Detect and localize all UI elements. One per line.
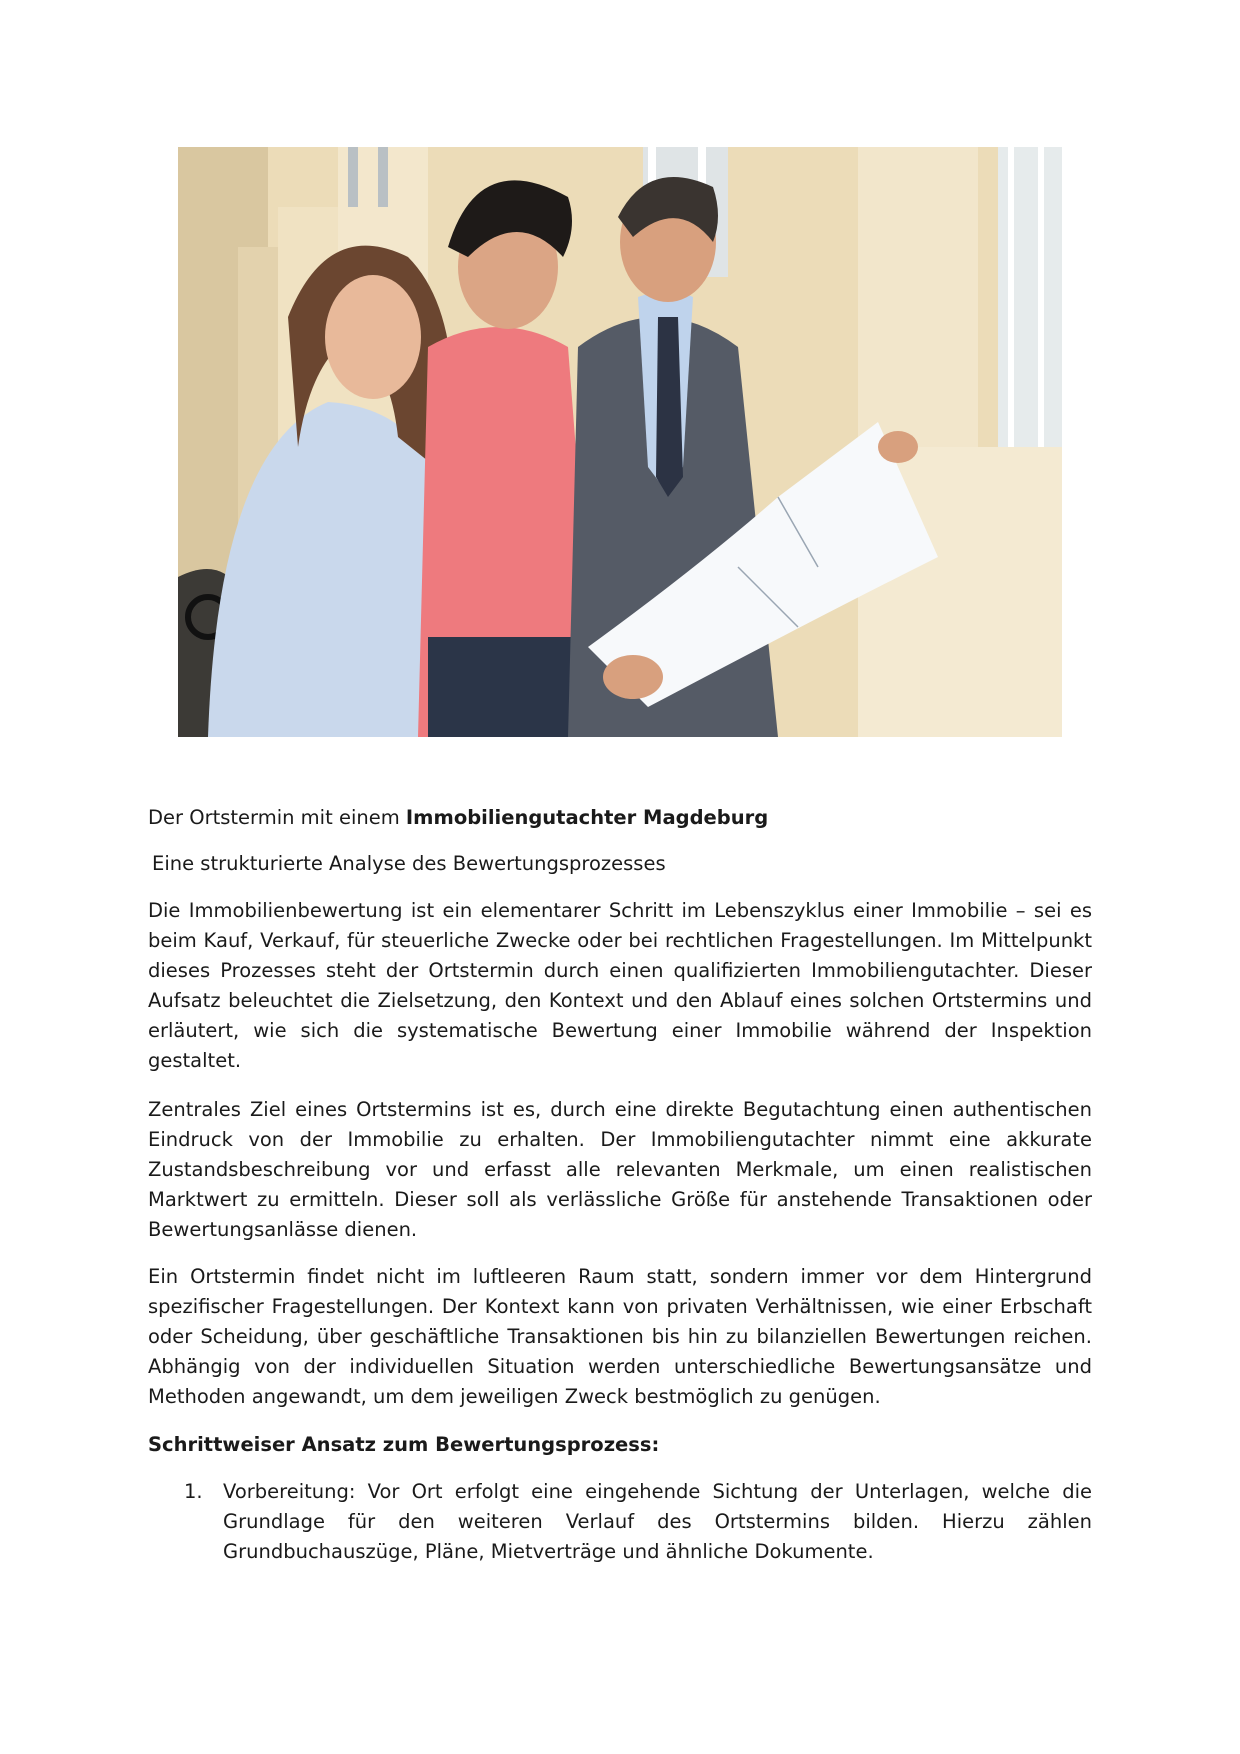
document-subtitle: Eine strukturierte Analyse des Bewertungsprozesses bbox=[152, 852, 666, 875]
paragraph-context: Ein Ortstermin findet nicht im luftleeren Raum statt, sondern immer vor dem Hintergrund spezifischer Fragestellungen. Der Kontext kann von privaten Verhältnissen, wie einer Erbschaft oder Scheidung, über geschäftliche Transaktionen bis hin zu bilanziellen Bewertungen reichen. Abhängig von der individuellen Situation werden unterschiedliche Bewertungsansätze und Methoden angewandt, um dem jeweiligen Zweck bestmöglich zu genügen. bbox=[148, 1265, 1092, 1408]
list-item-number: 1. bbox=[184, 1480, 203, 1503]
list-item bbox=[148, 1477, 1092, 1567]
title-prefix: Der Ortstermin mit einem bbox=[148, 806, 406, 829]
title-keyword: Immobiliengutachter Magdeburg bbox=[405, 806, 769, 829]
steps-list bbox=[148, 1477, 1092, 1567]
photo-illustration bbox=[178, 147, 1062, 737]
document-title bbox=[148, 803, 1092, 833]
section-heading: Schrittweiser Ansatz zum Bewertungsprozess: bbox=[148, 1433, 660, 1456]
list-item-text: Vorbereitung: Vor Ort erfolgt eine eingehende Sichtung der Unterlagen, welche die Grundlage für den weiteren Verlauf des Ortstermins bilden. Hierzu zählen Grundbuchauszüge, Pläne, Mietverträge und ähnliche Dokumente. bbox=[223, 1480, 1092, 1563]
header-photo bbox=[178, 147, 1062, 737]
paragraph-goal: Zentrales Ziel eines Ortstermins ist es, durch eine direkte Begutachtung einen authentischen Eindruck von der Immobilie zu erhalten. Der Immobiliengutachter nimmt eine akkurate Zustandsbeschreibung vor und erfasst alle relevanten Merkmale, um einen realistischen Marktwert zu ermitteln. Dieser soll als verlässliche Größe für anstehende Transaktionen oder Bewertungsanlässe dienen. bbox=[148, 1098, 1092, 1241]
paragraph-intro: Die Immobilienbewertung ist ein elementarer Schritt im Lebenszyklus einer Immobilie – sei es beim Kauf, Verkauf, für steuerliche Zwecke oder bei rechtlichen Fragestellungen. Im Mittelpunkt dieses Prozesses steht der Ortstermin durch einen qualifizierten Immobiliengutachter. Dieser Aufsatz beleuchtet die Zielsetzung, den Kontext und den Ablauf eines solchen Ortstermins und erläutert, wie sich die systematische Bewertung einer Immobilie während der Inspektion gestaltet. bbox=[148, 899, 1092, 1072]
